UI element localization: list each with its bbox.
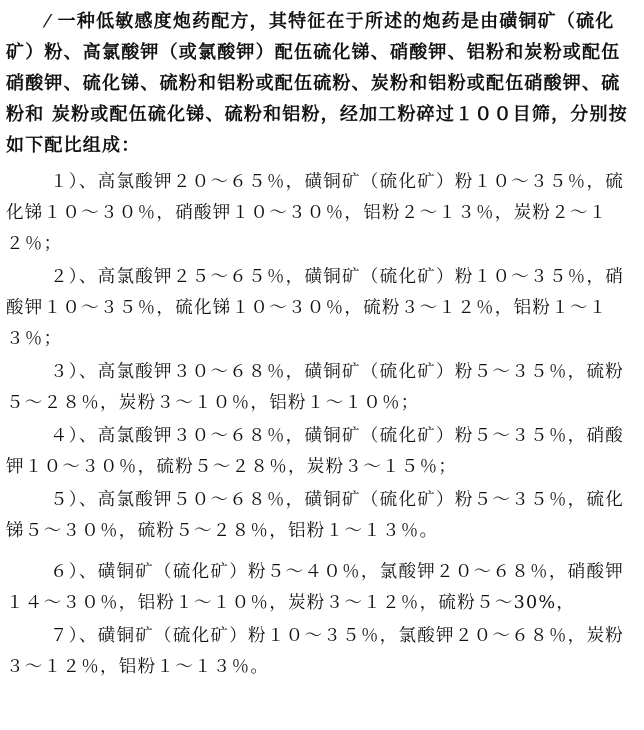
formula-item-7: ７）、磺铜矿（硫化矿）粉１０～３５％，氯酸钾２０～６８％，炭粉３～１２％，铝粉１～１３％。 (6, 626, 625, 677)
formula-item-4: ４）、高氯酸钾３０～６８％，磺铜矿（硫化矿）粉５～３５％，硝酸钾１０～３０％，硫粉５～２８％，炭粉３～１５％； (6, 426, 625, 477)
claim-paragraph: ⁄ 一种低敏感度炮药配方，其特征在于所述的炮药是由磺铜矿（硫化矿）粉、高氯酸钾（或氯酸钾）配伍硫化锑、硝酸钾、铝粉和炭粉或配伍硝酸钾、硫化锑、硫粉和铝粉或配伍硫粉、炭粉和铝粉或配伍硝酸钾、硫粉和 炭粉或配伍硫化锑、硫粉和铝粉，经加工粉碎过１００目筛，分别按如下配比组成： (6, 11, 628, 156)
formula-item-5: ５）、高氯酸钾５０～６８％，磺铜矿（硫化矿）粉５～３５％，硫化锑５～３０％，硫粉５～２８％，铝粉１～１３％。 (6, 490, 625, 541)
formula-item-1: １）、高氯酸钾２０～６５％，磺铜矿（硫化矿）粉１０～３５％，硫化锑１０～３０％，硝酸钾１０～３０％，铝粉２～１３％，炭粉２～１２％； (6, 172, 625, 254)
formula-item-3: ３）、高氯酸钾３０～６８％，磺铜矿（硫化矿）粉５～３５％，硫粉５～２８％，炭粉３～１０％，铝粉１～１０％； (6, 362, 625, 413)
formula-item-6: ６）、磺铜矿（硫化矿）粉５～４０％，氯酸钾２０～６８％，硝酸钾１４～３０％，铝粉１～１０％，炭粉３～１２％，硫粉５～30%， (6, 562, 625, 613)
formula-item-2: ２）、高氯酸钾２５～６５％，磺铜矿（硫化矿）粉１０～３５％，硝酸钾１０～３５％，硫化锑１０～３０％，硫粉３～１２％，铝粉１～１３％； (6, 267, 625, 349)
